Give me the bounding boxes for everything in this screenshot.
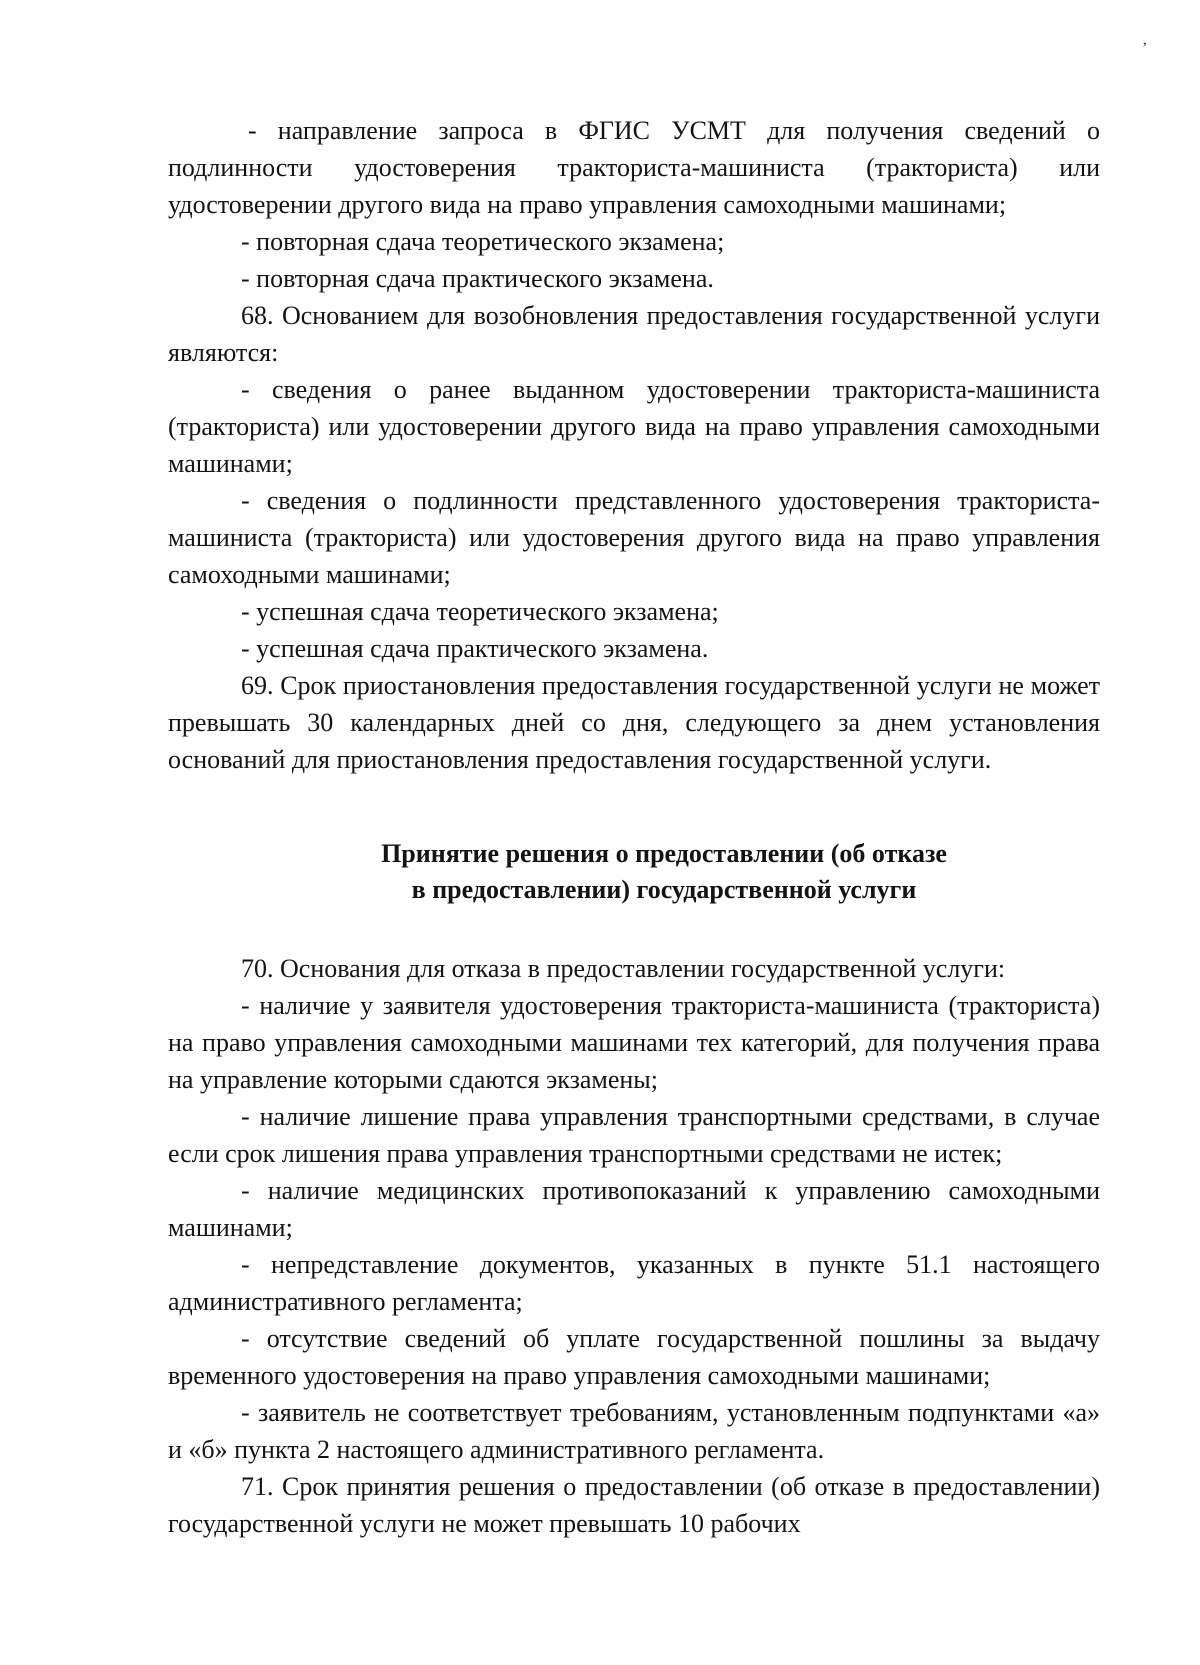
paragraph-69: 69. Срок приостановления предоставления государственной услуги не может превышать 30 календарных дней со дня, следующего за днем установления оснований для приостановления предоставления государственной услуги. (168, 671, 1100, 774)
paragraph-deprivation: - наличие лишение права управления транспортными средствами, в случае если срок лишения права управления транспортными средствами не истек; (168, 1102, 1100, 1168)
paragraph-request-fgis: - направление запроса в ФГИС УСМТ для получения сведений о подлинности удостоверения тракториста-машиниста (тракториста) или удостоверении другого вида на право управления самоходными машинами; (168, 116, 1100, 219)
paragraph-requirements: - заявитель не соответствует требованиям, установленным подпунктами «а» и «б» пункта 2 настоящего административного регламента. (168, 1398, 1100, 1464)
paragraph-fee-missing: - отсутствие сведений об уплате государственной пошлины за выдачу временного удостоверения на право управления самоходными машинами; (168, 1324, 1100, 1390)
paragraph-missing-documents: - непредставление документов, указанных в пункте 51.1 настоящего административного регламента; (168, 1250, 1100, 1316)
paragraph-authenticity: - сведения о подлинности представленного удостоверения тракториста-машиниста (тракториста) или удостоверения другого вида на право управления самоходными машинами; (168, 486, 1100, 589)
section-heading (168, 836, 1100, 908)
document-body (168, 112, 1100, 1542)
section-heading-line-2: в предоставлении) государственной услуги (411, 875, 917, 904)
paragraph-71: 71. Срок принятия решения о предоставлении (об отказе в предоставлении) государственной услуги не может превышать 10 рабочих (168, 1472, 1100, 1538)
paragraph-repeat-theory: - повторная сдача теоретического экзамена; (241, 227, 725, 256)
paragraph-existing-license: - наличие у заявителя удостоверения тракториста-машиниста (тракториста) на право управления самоходными машинами тех категорий, для получения права на управление которыми сдаются экзамены; (168, 991, 1100, 1094)
paragraph-previous-license: - сведения о ранее выданном удостоверении тракториста-машиниста (тракториста) или удостоверении другого вида на право управления самоходными машинами; (168, 375, 1100, 478)
section-heading-line-1: Принятие решения о предоставлении (об отказе (381, 839, 947, 868)
paragraph-repeat-practice: - повторная сдача практического экзамена. (241, 264, 714, 293)
paragraph-passed-practice: - успешная сдача практического экзамена. (241, 634, 709, 663)
paragraph-68: 68. Основанием для возобновления предоставления государственной услуги являются: (168, 301, 1100, 367)
paragraph-medical: - наличие медицинских противопоказаний к управлению самоходными машинами; (168, 1176, 1100, 1242)
paragraph-70: 70. Основания для отказа в предоставлении государственной услуги: (241, 954, 1006, 983)
paragraph-passed-theory: - успешная сдача теоретического экзамена; (241, 597, 719, 626)
scan-speck: ʼ (1142, 40, 1148, 57)
